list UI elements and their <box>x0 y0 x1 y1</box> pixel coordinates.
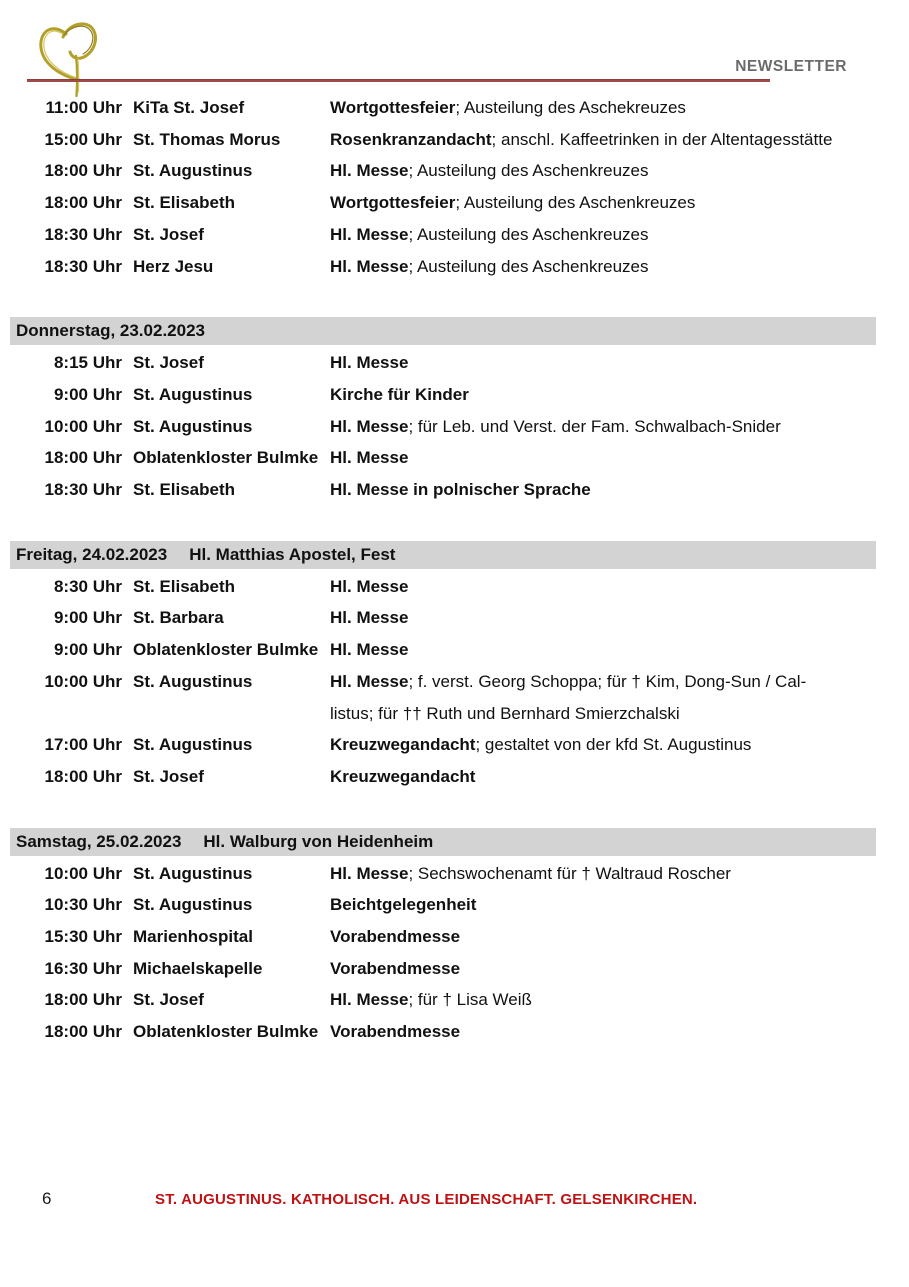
event-location: St. Josef <box>133 990 204 1010</box>
event-detail: ; Austeilung des Aschenkreuzes <box>408 224 649 244</box>
event-description <box>330 602 835 634</box>
schedule-row <box>0 347 909 379</box>
event-location: St. Augustinus <box>133 863 253 883</box>
event-description <box>330 761 835 793</box>
schedule-row <box>0 187 909 219</box>
schedule-row <box>0 219 909 251</box>
event-description <box>330 666 835 729</box>
event-time: 9:00 Uhr <box>53 608 122 628</box>
event-time: 11:00 Uhr <box>45 98 122 117</box>
event-time: 8:30 Uhr <box>53 576 122 596</box>
schedule-row <box>0 379 909 411</box>
section-date: Donnerstag, 23.02.2023 <box>16 321 205 341</box>
event-description <box>330 474 835 506</box>
event-description <box>330 411 835 443</box>
schedule-row <box>0 984 909 1016</box>
schedule-row <box>0 411 909 443</box>
event-detail: ; gestaltet von der kfd St. Augustinus <box>475 735 752 755</box>
event-description <box>330 634 835 666</box>
schedule-section <box>0 317 909 506</box>
event-location: Oblatenkloster Bulmke <box>133 640 319 660</box>
event-location: Oblatenkloster Bulmke <box>133 1022 319 1042</box>
event-description <box>330 251 835 283</box>
schedule-row <box>0 634 909 666</box>
schedule-row <box>0 92 909 124</box>
event-time: 18:00 Uhr <box>44 161 122 181</box>
event-location: St. Augustinus <box>133 895 253 915</box>
section-header <box>10 317 876 345</box>
event-description <box>330 1016 835 1048</box>
event-location: St. Elisabeth <box>133 576 236 596</box>
event-description <box>330 921 835 953</box>
event-time: 18:00 Uhr <box>44 990 122 1010</box>
page-footer <box>0 1189 909 1209</box>
event-location: KiTa St. Josef <box>133 98 245 117</box>
event-description <box>330 155 835 187</box>
event-title: Wortgottesfeier <box>330 98 456 117</box>
event-title: Vorabendmesse <box>330 1022 461 1042</box>
event-time: 18:30 Uhr <box>44 480 122 500</box>
section-header <box>10 828 876 856</box>
schedule-row <box>0 1016 909 1048</box>
event-location: St. Josef <box>133 353 204 373</box>
event-location: St. Augustinus <box>133 671 253 691</box>
section-date: Freitag, 24.02.2023 <box>16 544 168 564</box>
schedule-row <box>0 761 909 793</box>
page-header <box>0 0 909 91</box>
event-location: St. Elisabeth <box>133 193 236 213</box>
brand-label: NEWSLETTER <box>735 58 847 75</box>
event-time: 16:30 Uhr <box>44 958 122 978</box>
event-title: Hl. Messe <box>330 671 409 691</box>
event-title: Rosenkranzandacht <box>330 129 492 149</box>
event-description <box>330 187 835 219</box>
schedule-row <box>0 474 909 506</box>
event-detail: ; Austeilung des Aschenkreuzes <box>408 256 649 276</box>
event-time: 8:15 Uhr <box>53 353 122 373</box>
event-title: Hl. Messe <box>330 224 409 244</box>
event-title: Kirche für Kinder <box>330 384 469 404</box>
section-feast: Hl. Walburg von Heidenheim <box>203 831 434 851</box>
event-detail: ; Austeilung des Aschekreuzes <box>455 98 686 117</box>
event-time: 18:30 Uhr <box>44 256 122 276</box>
schedule-row <box>0 953 909 985</box>
event-title: Hl. Messe <box>330 161 409 181</box>
event-detail: ; für Leb. und Verst. der Fam. Schwalbach-Snider <box>408 416 781 436</box>
event-title: Kreuzwegandacht <box>330 735 476 755</box>
event-time: 18:30 Uhr <box>44 224 122 244</box>
event-description <box>330 347 835 379</box>
section-date: Samstag, 25.02.2023 <box>16 831 182 851</box>
event-location: St. Elisabeth <box>133 480 236 500</box>
event-title: Beichtgelegenheit <box>330 895 477 915</box>
section-rows <box>0 91 909 282</box>
event-time: 18:00 Uhr <box>44 193 122 213</box>
schedule-row <box>0 571 909 603</box>
event-time: 18:00 Uhr <box>44 1022 122 1042</box>
event-description <box>330 219 835 251</box>
event-title: Hl. Messe <box>330 608 409 628</box>
event-description <box>330 858 835 890</box>
event-time: 10:00 Uhr <box>44 416 122 436</box>
event-description <box>330 92 835 124</box>
event-detail: ; für † Lisa Weiß <box>408 990 532 1010</box>
event-title: Hl. Messe <box>330 353 409 373</box>
event-time: 10:30 Uhr <box>44 895 122 915</box>
event-title: Hl. Messe <box>330 416 409 436</box>
event-location: St. Augustinus <box>133 416 253 436</box>
event-time: 15:30 Uhr <box>44 927 122 947</box>
event-time: 10:00 Uhr <box>44 863 122 883</box>
event-title: Hl. Messe <box>330 863 409 883</box>
event-title: Hl. Messe <box>330 576 409 596</box>
event-description <box>330 889 835 921</box>
event-title: Hl. Messe <box>330 448 409 468</box>
schedule-row <box>0 889 909 921</box>
schedule-row <box>0 858 909 890</box>
schedule-row <box>0 155 909 187</box>
event-location: St. Josef <box>133 224 204 244</box>
event-location: Herz Jesu <box>133 256 214 276</box>
event-location: St. Barbara <box>133 608 224 628</box>
event-time: 9:00 Uhr <box>53 640 122 660</box>
event-time: 10:00 Uhr <box>44 671 122 691</box>
event-location: St. Augustinus <box>133 384 253 404</box>
section-header <box>10 541 876 569</box>
event-title: Kreuzwegandacht <box>330 766 476 786</box>
event-description <box>330 379 835 411</box>
schedule-row <box>0 442 909 474</box>
schedule-section <box>0 91 909 282</box>
header-divider <box>27 79 770 82</box>
event-title: Hl. Messe <box>330 990 409 1010</box>
heart-sketch-icon <box>36 20 108 100</box>
event-detail: ; Austeilung des Aschenkreuzes <box>408 161 649 181</box>
schedule-row <box>0 666 909 729</box>
schedule-row <box>0 921 909 953</box>
event-detail: ; Sechswochenamt für † Waltraud Roscher <box>408 863 731 883</box>
event-detail: ; Austeilung des Aschenkreuzes <box>455 193 696 213</box>
schedule <box>0 91 909 1048</box>
schedule-row <box>0 124 909 156</box>
event-time: 18:00 Uhr <box>44 448 122 468</box>
schedule-row <box>0 251 909 283</box>
event-location: St. Josef <box>133 766 204 786</box>
schedule-row <box>0 602 909 634</box>
event-title: Vorabendmesse <box>330 927 461 947</box>
event-description <box>330 571 835 603</box>
event-description <box>330 953 835 985</box>
event-title: Hl. Messe <box>330 640 409 660</box>
section-rows <box>0 570 909 793</box>
footer-slogan: ST. AUGUSTINUS. KATHOLISCH. AUS LEIDENSCHAFT. GELSENKIRCHEN. <box>155 1191 698 1208</box>
event-title: Vorabendmesse <box>330 958 461 978</box>
section-rows <box>0 346 909 506</box>
event-detail: ; f. verst. Georg Schoppa; für † Kim, Dong-Sun / Callistus; für †† Ruth und Bernhard Smierzchalski <box>330 671 807 723</box>
event-time: 18:00 Uhr <box>44 766 122 786</box>
event-description <box>330 984 835 1016</box>
event-description <box>330 442 835 474</box>
event-title: Wortgottesfeier <box>330 193 456 213</box>
schedule-section <box>0 541 909 793</box>
event-title: Hl. Messe <box>330 256 409 276</box>
schedule-section <box>0 828 909 1048</box>
event-time: 15:00 Uhr <box>44 129 122 149</box>
event-location: St. Augustinus <box>133 161 253 181</box>
event-title: Hl. Messe in polnischer Sprache <box>330 480 591 500</box>
event-description <box>330 124 835 156</box>
event-location: Oblatenkloster Bulmke <box>133 448 319 468</box>
page-number: 6 <box>42 1189 52 1208</box>
event-location: St. Augustinus <box>133 735 253 755</box>
event-location: Marienhospital <box>133 927 253 947</box>
event-time: 9:00 Uhr <box>53 384 122 404</box>
schedule-row <box>0 729 909 761</box>
event-location: St. Thomas Morus <box>133 129 281 149</box>
event-time: 17:00 Uhr <box>44 735 122 755</box>
event-detail: ; anschl. Kaffeetrinken in der Altentagesstätte <box>491 129 833 149</box>
section-rows <box>0 857 909 1048</box>
event-description <box>330 729 835 761</box>
section-feast: Hl. Matthias Apostel, Fest <box>189 544 396 564</box>
event-location: Michaelskapelle <box>133 958 263 978</box>
